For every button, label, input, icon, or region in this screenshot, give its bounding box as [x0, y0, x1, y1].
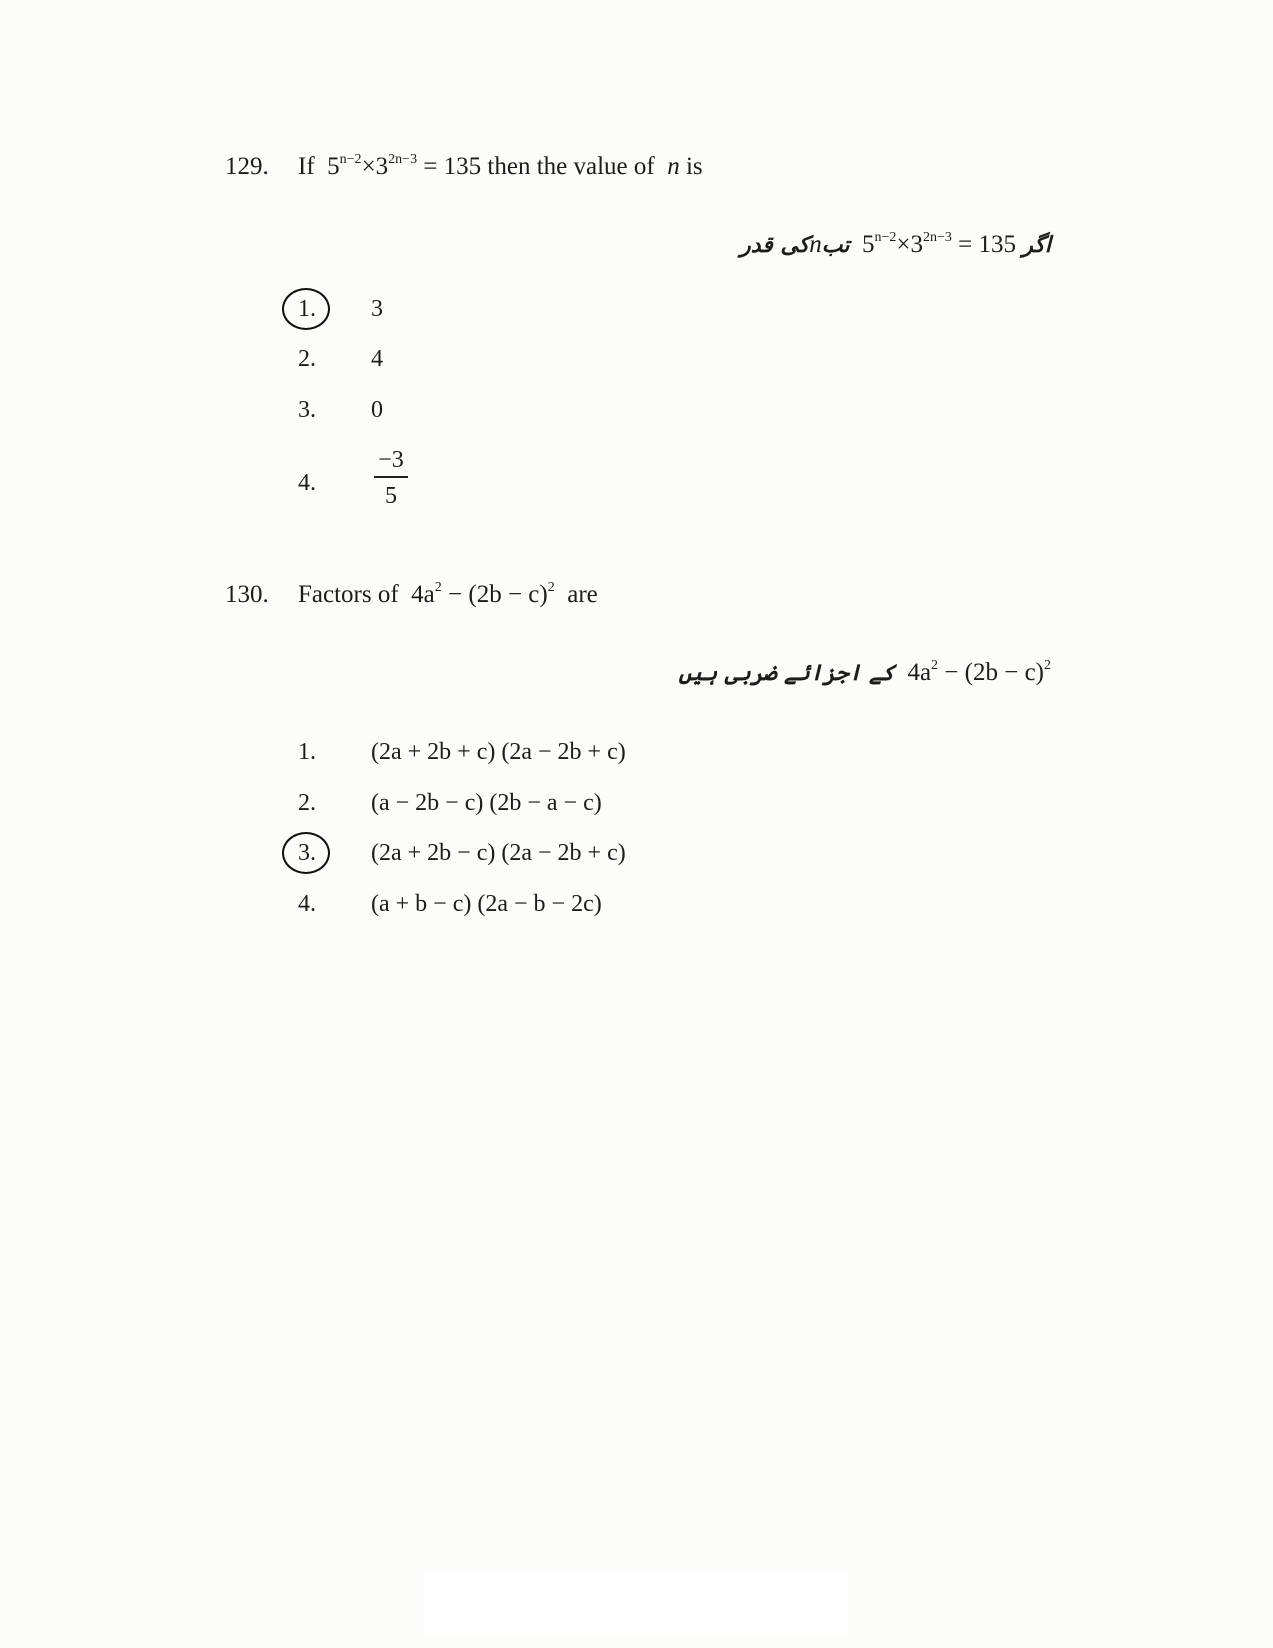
prompt-equals: = 135 then the value of [423, 153, 655, 180]
prompt-lead: Factors of [298, 581, 399, 608]
question-130-prompt [225, 580, 598, 610]
option-label: 2. [298, 346, 316, 372]
prompt-variable: n [667, 153, 680, 180]
question-number: 130. [225, 581, 269, 608]
question-130-urdu-prompt [679, 656, 1051, 691]
option-value: 0 [371, 397, 383, 423]
option-label: 3. [298, 397, 316, 423]
option-label-circled: 3. [298, 838, 338, 868]
question-number: 129. [225, 153, 269, 180]
question-129-option-3[interactable] [298, 395, 598, 425]
question-130-option-1[interactable] [298, 737, 748, 767]
question-129-prompt [225, 152, 703, 182]
urdu-text: کے اجزائے ضربی ہیں [678, 661, 895, 686]
question-129-option-1[interactable] [298, 294, 598, 324]
option-value: (2a + 2b − c) (2a − 2b + c) [371, 840, 626, 866]
option-fraction [373, 446, 409, 510]
question-130-option-2[interactable] [298, 788, 748, 818]
option-label: 2. [298, 790, 316, 816]
prompt-tail: are [567, 581, 598, 608]
option-label: 1. [298, 739, 316, 765]
option-value: (a + b − c) (2a − b − 2c) [371, 891, 602, 917]
prompt-expression: $4a^2 - (2b - c)^2$ [411, 580, 555, 608]
urdu-value-of: کی قدر [740, 233, 810, 258]
option-label: 4. [298, 891, 316, 917]
question-129-option-4[interactable] [298, 447, 598, 509]
option-value: (2a + 2b + c) (2a − 2b + c) [371, 739, 626, 765]
option-label: 4. [298, 470, 316, 496]
question-130-option-3[interactable] [298, 838, 748, 868]
urdu-then: تب [821, 233, 850, 258]
urdu-variable: n [809, 231, 822, 258]
urdu-expression: $5^{n-2}\times 3^{2n-3} = 135$ [861, 230, 1017, 258]
footer-blank-area [424, 1572, 848, 1636]
option-value: (a − 2b − c) (2b − a − c) [371, 790, 602, 816]
question-129-option-2[interactable] [298, 344, 598, 374]
urdu-expression: $4a^2 - (2b - c)^2$ [907, 658, 1051, 686]
urdu-if: اگر [1022, 233, 1051, 258]
fraction-denominator: 5 [385, 483, 397, 509]
question-129-urdu-prompt [740, 228, 1051, 263]
prompt-expression: $5^{n-2}\times 3^{2n-3}$ [327, 152, 418, 180]
prompt-tail: is [685, 153, 703, 180]
question-130-option-4[interactable] [298, 889, 748, 919]
fraction-numerator: −3 [374, 446, 408, 478]
option-label-circled: 1. [298, 294, 338, 324]
option-value: 4 [371, 346, 383, 372]
prompt-lead: If [298, 153, 315, 180]
option-value: 3 [371, 296, 383, 322]
